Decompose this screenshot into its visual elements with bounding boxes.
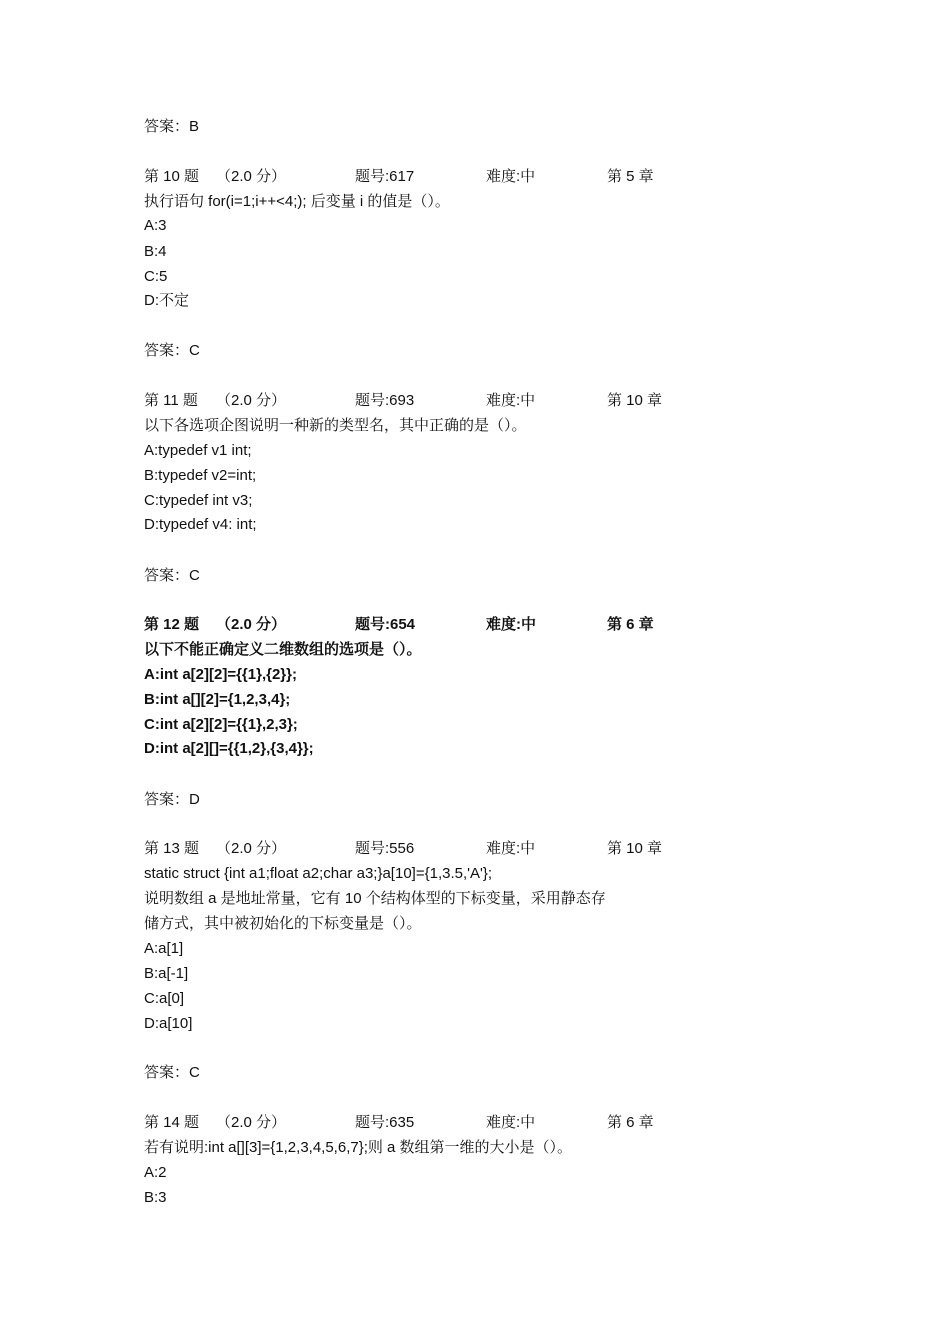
question-id: 题号:654 <box>355 616 416 633</box>
question-score: （2.0 分） <box>216 168 287 185</box>
option-b: B:3 <box>144 1189 167 1206</box>
option-c: C:a[0] <box>144 990 185 1007</box>
question-id: 题号:635 <box>355 1114 415 1131</box>
question-difficulty: 难度:中 <box>486 840 536 857</box>
option-a: A:int a[2][2]={{1},{2}}; <box>144 666 297 683</box>
answer-line: 答案：C <box>144 1064 200 1081</box>
question-number: 第 12 题 <box>144 616 200 633</box>
option-b: B:a[-1] <box>144 965 189 982</box>
answer-line: 答案：D <box>144 791 200 808</box>
question-difficulty: 难度:中 <box>486 168 536 185</box>
option-d: D:typedef v4: int; <box>144 516 257 533</box>
question-score: （2.0 分） <box>216 840 287 857</box>
question-chapter: 第 10 章 <box>607 392 663 409</box>
answer-line: 答案：C <box>144 567 200 584</box>
option-b: B:int a[][2]={1,2,3,4}; <box>144 691 291 708</box>
question-chapter: 第 6 章 <box>607 616 654 633</box>
question-number: 第 14 题 <box>144 1114 200 1131</box>
question-score: （2.0 分） <box>216 616 287 633</box>
question-score: （2.0 分） <box>216 1114 287 1131</box>
option-b: B:4 <box>144 243 167 260</box>
question-id: 题号:617 <box>355 168 415 185</box>
option-b: B:typedef v2=int; <box>144 467 257 484</box>
answer-line: 答案：C <box>144 342 200 359</box>
option-a: A:3 <box>144 217 167 234</box>
option-a: A:typedef v1 int; <box>144 442 252 459</box>
question-score: （2.0 分） <box>216 392 287 409</box>
question-id: 题号:693 <box>355 392 415 409</box>
option-a: A:2 <box>144 1164 167 1181</box>
question-text: 说明数组 a 是地址常量，它有 10 个结构体型的下标变量，采用静态存 <box>144 890 606 907</box>
option-d: D:a[10] <box>144 1015 193 1032</box>
question-text: 储方式，其中被初始化的下标变量是（）。 <box>144 915 422 932</box>
question-code: static struct {int a1;float a2;char a3;}a[10]={1,3.5,'A'}; <box>144 865 493 882</box>
question-difficulty: 难度:中 <box>486 616 536 633</box>
option-d: D:不定 <box>144 292 190 309</box>
answer-line: 答案：B <box>144 118 200 135</box>
question-difficulty: 难度:中 <box>486 1114 536 1131</box>
question-text: 以下不能正确定义二维数组的选项是（）。 <box>144 641 422 658</box>
option-a: A:a[1] <box>144 940 184 957</box>
question-difficulty: 难度:中 <box>486 392 536 409</box>
question-number: 第 13 题 <box>144 840 200 857</box>
question-chapter: 第 5 章 <box>607 168 654 185</box>
option-c: C:int a[2][2]={{1},2,3}; <box>144 716 298 733</box>
question-text: 若有说明:int a[][3]={1,2,3,4,5,6,7};则 a 数组第一维的大小是（）。 <box>144 1139 573 1156</box>
question-text: 以下各选项企图说明一种新的类型名，其中正确的是（）。 <box>144 417 527 434</box>
question-chapter: 第 10 章 <box>607 840 663 857</box>
question-number: 第 10 题 <box>144 168 200 185</box>
question-id: 题号:556 <box>355 840 415 857</box>
option-d: D:int a[2][]={{1,2},{3,4}}; <box>144 740 314 757</box>
question-chapter: 第 6 章 <box>607 1114 654 1131</box>
option-c: C:typedef int v3; <box>144 492 253 509</box>
question-text: 执行语句 for(i=1;i++<4;); 后变量 i 的值是（）。 <box>144 193 450 210</box>
option-c: C:5 <box>144 268 168 285</box>
question-number: 第 11 题 <box>144 392 198 409</box>
